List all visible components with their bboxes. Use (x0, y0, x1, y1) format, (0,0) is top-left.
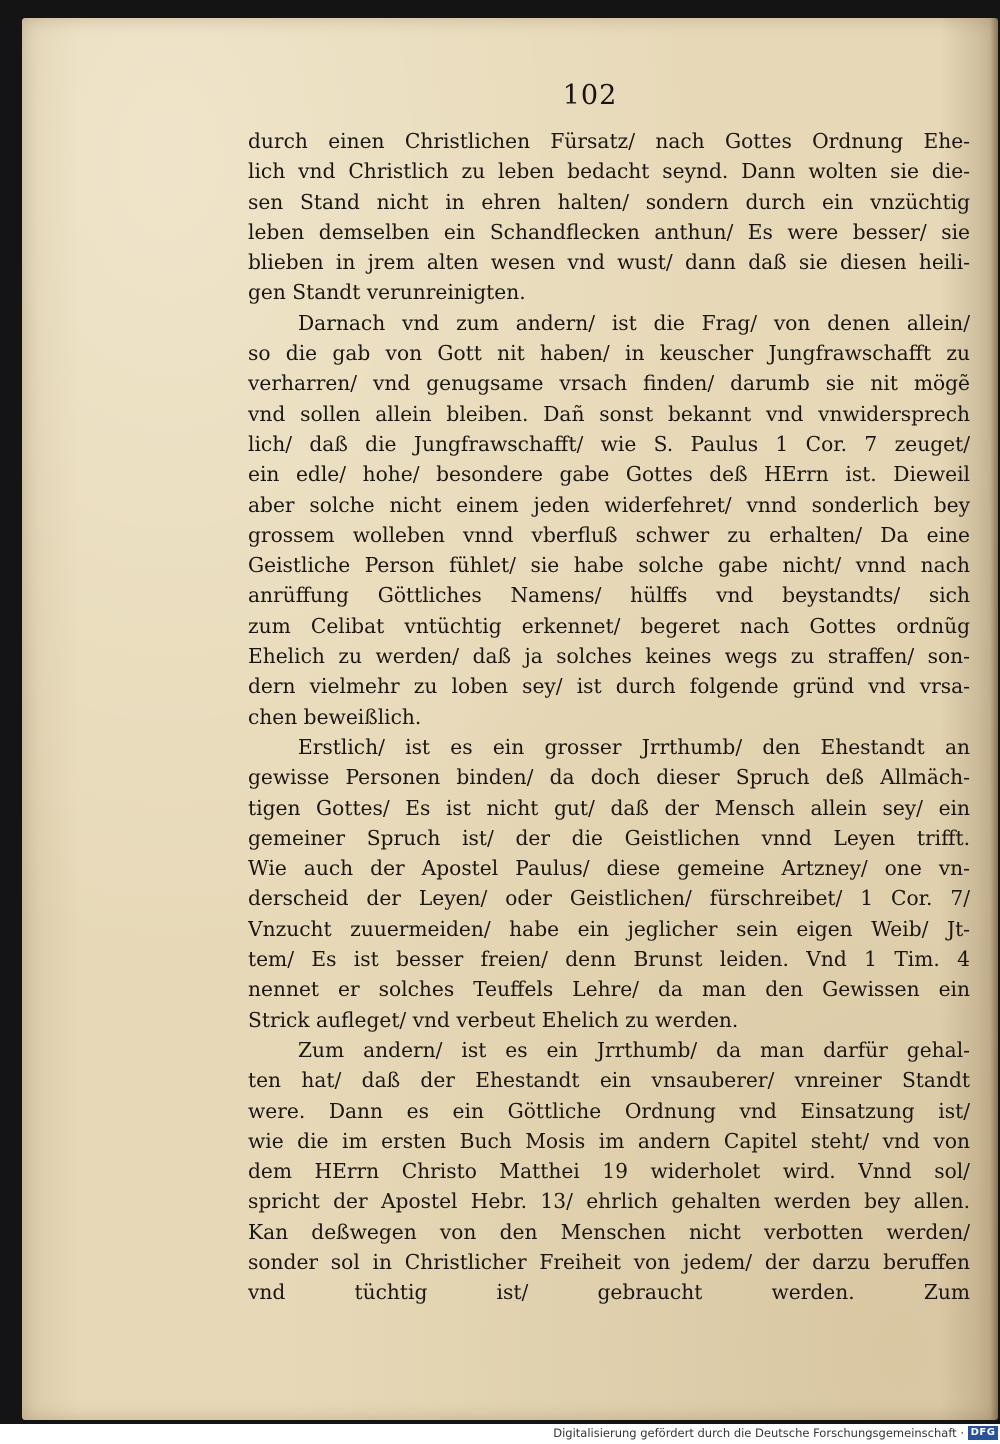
text-line: sen Stand nicht in ehren halten/ sondern durch ein vnzüchtig (248, 189, 970, 214)
text-line: nennet er solches Teuffels Lehre/ da man den Gewissen ein (248, 977, 970, 1002)
text-line: gen Standt verunreinigten. (248, 280, 526, 305)
text-line: Geistliche Person fühlet/ sie habe solche gabe nicht/ vnnd nach (248, 553, 970, 578)
text-line: lich vnd Christlich zu leben bedacht seynd. Dann wolten sie die- (248, 159, 970, 184)
text-line: aber solche nicht einem jeden widerfehret/ vnnd sonderlich bey (248, 492, 970, 517)
text-line: sonder sol in Christlicher Freiheit von jedem/ der darzu beruffen (248, 1249, 970, 1274)
text-line: so die gab von Gott nit haben/ in keuscher Jungfrawschafft zu (248, 341, 970, 366)
body-text (248, 126, 970, 1308)
text-line: tigen Gottes/ Es ist nicht gut/ daß der Mensch allein sey/ ein (248, 795, 970, 820)
text-line: Wie auch der Apostel Paulus/ diese gemeine Artzney/ one vn- (248, 856, 970, 881)
text-line: leben demselben ein Schandflecken anthun/ Es were besser/ sie (248, 219, 970, 244)
text-line: derscheid der Leyen/ oder Geistlichen/ fürschreibet/ 1 Cor. 7/ (248, 886, 970, 911)
text-line: dern vielmehr zu loben sey/ ist durch folgende gründ vnd vrsa- (248, 674, 970, 699)
text-line: Darnach vnd zum andern/ ist die Frag/ von denen allein/ (298, 310, 970, 335)
text-line: Ehelich zu werden/ daß ja solches keines wegs zu straffen/ son- (248, 644, 970, 669)
text-line: Strick aufleget/ vnd verbeut Ehelich zu werden. (248, 1007, 739, 1032)
text-line: gemeiner Spruch ist/ der die Geistlichen vnnd Leyen trifft. (248, 825, 970, 850)
text-line: zum Celibat vntüchtig erkennet/ begeret nach Gottes ordnũg (248, 613, 970, 638)
text-line: blieben in jrem alten wesen vnd wust/ dann daß sie diesen heili- (248, 250, 970, 275)
text-line: Vnzucht zuuermeiden/ habe ein jeglicher sein eigen Weib/ Jt- (248, 916, 970, 941)
text-line: Erstlich/ ist es ein grosser Jrrthumb/ den Ehestandt an (298, 734, 970, 759)
text-line: chen beweißlich. (248, 704, 422, 729)
text-line: wie die im ersten Buch Mosis im andern Capitel steht/ vnd von (248, 1128, 970, 1153)
text-line: ten hat/ daß der Ehestandt ein vnsauberer/ vnreiner Standt (248, 1068, 970, 1093)
page-edge-shadow (990, 18, 998, 1420)
text-line: spricht der Apostel Hebr. 13/ ehrlich gehalten werden bey allen. (248, 1189, 970, 1214)
text-line: ein edle/ hohe/ besondere gabe Gottes deß HErrn ist. Dieweil (248, 462, 970, 487)
text-line: vnd sollen allein bleiben. Dañ sonst bekannt vnd vnwidersprech (248, 401, 970, 426)
text-line: were. Dann es ein Göttliche Ordnung vnd Einsatzung ist/ (248, 1098, 970, 1123)
text-line: grossem wolleben vnnd vberfluß schwer zu erhalten/ Da eine (248, 522, 970, 547)
text-line: Kan deßwegen von den Menschen nicht verbotten werden/ (248, 1219, 970, 1244)
text-line-catchword: vnd tüchtig ist/ gebraucht werden. Zum (248, 1280, 970, 1305)
text-line: lich/ daß die Jungfrawschafft/ wie S. Paulus 1 Cor. 7 zeuget/ (248, 431, 970, 456)
text-line: durch einen Christlichen Fürsatz/ nach Gottes Ordnung Ehe- (248, 129, 970, 153)
text-line: tem/ Es ist besser freien/ denn Brunst leiden. Vnd 1 Tim. 4 (248, 947, 970, 972)
text-line: dem HErrn Christo Matthei 19 widerholet wird. Vnnd sol/ (248, 1159, 970, 1184)
text-line: Zum andern/ ist es ein Jrrthumb/ da man darfür gehal- (298, 1037, 970, 1062)
page-number: 102 (562, 80, 618, 111)
text-line: verharren/ vnd genugsame vrsach finden/ darumb sie nit mögẽ (248, 371, 970, 396)
dfg-logo: DFG (968, 1426, 998, 1440)
text-line: anrüffung Göttliches Namens/ hülffs vnd beystandts/ sich (248, 583, 970, 608)
text-line: gewisse Personen binden/ da doch dieser Spruch deß Allmäch- (248, 765, 970, 790)
funding-credit: Digitalisierung gefördert durch die Deutsche Forschungsgemeinschaft · (553, 1426, 964, 1440)
